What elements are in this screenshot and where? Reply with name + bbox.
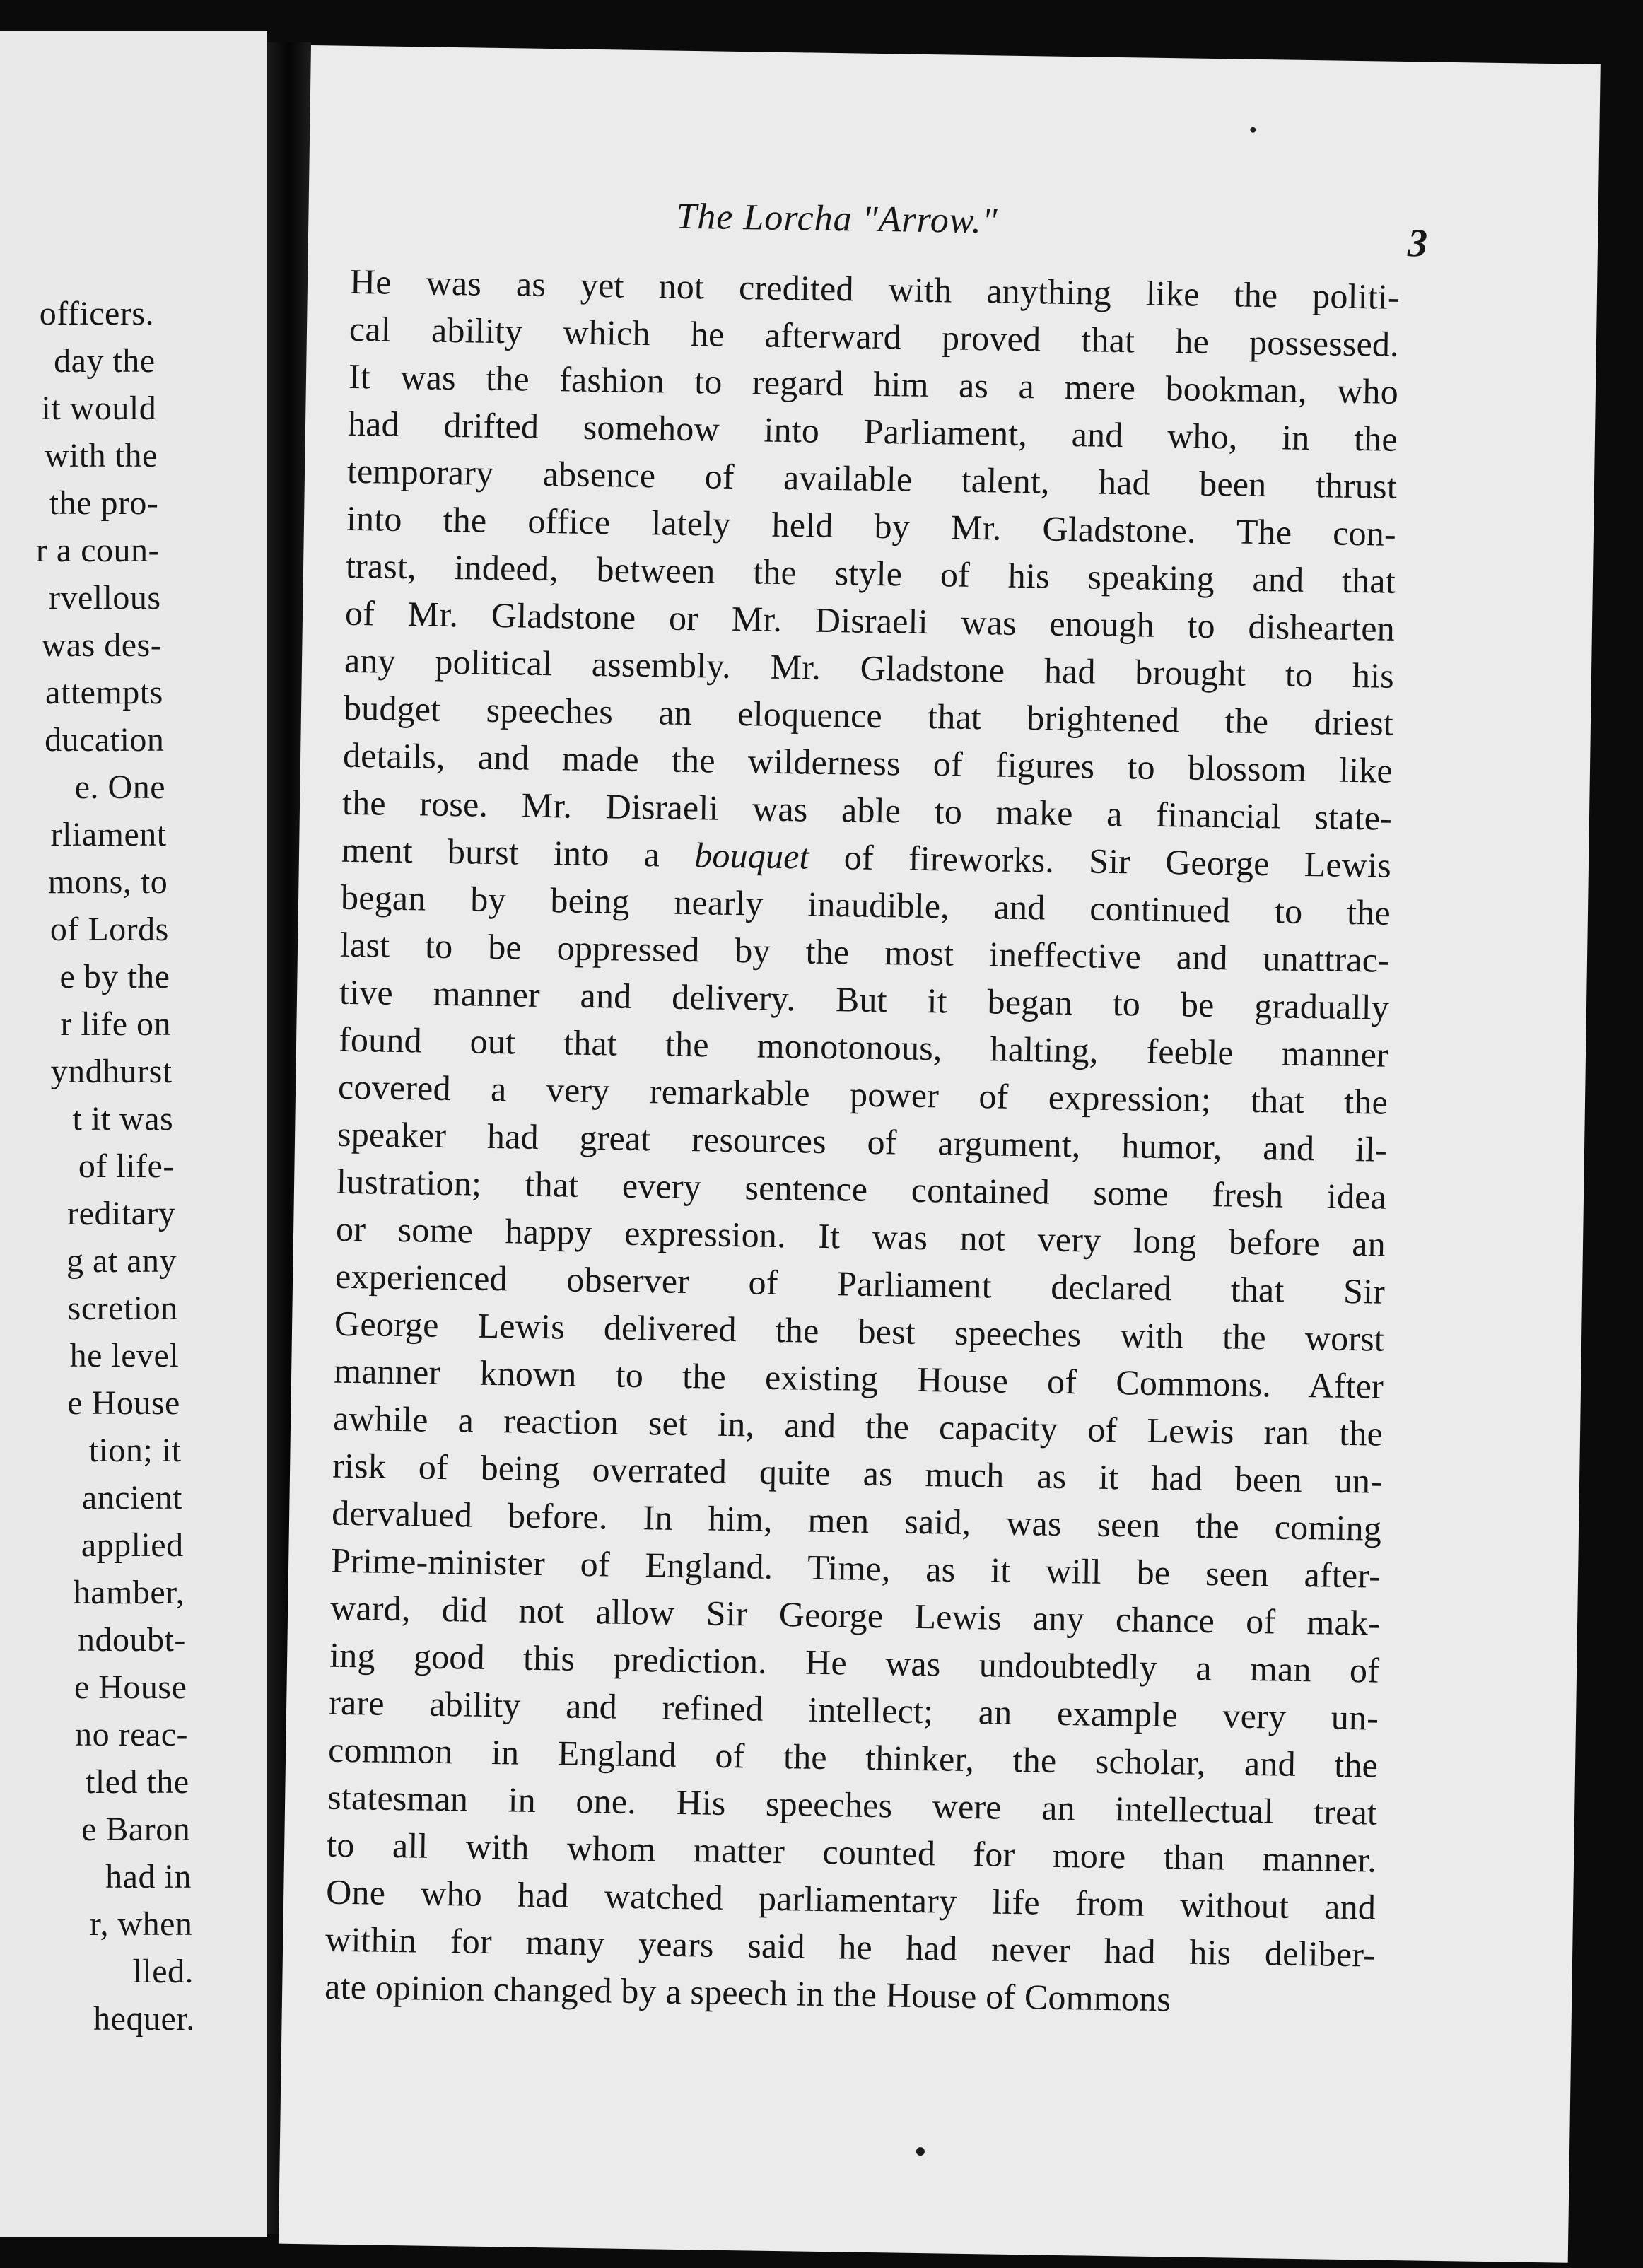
text-line: awhile a reaction set in, and the capacity of Lewis ran the <box>332 1398 1384 1454</box>
text-line: into the office lately held by Mr. Gladstone. The con- <box>346 498 1397 554</box>
left-page-line: rvellous <box>48 579 161 616</box>
left-page-line: ancient <box>81 1479 182 1516</box>
text-line: cal ability which he afterward proved that he possessed. <box>349 308 1400 364</box>
left-page-line: ducation <box>45 721 165 759</box>
left-page-line: e by the <box>59 958 170 995</box>
ink-speck <box>916 2147 925 2156</box>
left-page-line: hamber, <box>73 1574 185 1611</box>
text-line: manner known to the existing House of Commons. After <box>333 1350 1384 1406</box>
text-line: ment burst into a bouquet of fireworks. Sir George Lewis <box>341 829 1392 885</box>
text-line: He was as yet not credited with anything like the politi- <box>349 261 1401 317</box>
text-line: speaker had great resources of argument, humor, and il- <box>337 1113 1388 1169</box>
text-line: had drifted somehow into Parliament, and who, in the <box>347 403 1398 459</box>
text-line: dervalued before. In him, men said, was seen the coming <box>331 1492 1382 1548</box>
left-page <box>0 31 267 2237</box>
text-line: One who had watched parliamentary life from without and <box>325 1871 1376 1927</box>
text-line: within for many years said he had never had his deliber- <box>324 1919 1376 1975</box>
text-line: ing good this prediction. He was undoubtedly a man of <box>329 1635 1380 1690</box>
left-page-line: e Baron <box>81 1811 191 1848</box>
text-line: temporary absence of available talent, had been thrust <box>346 450 1398 506</box>
right-page <box>279 45 1601 2263</box>
text-line: details, and made the wilderness of figures to blossom like <box>342 735 1393 790</box>
text-line: or some happy expression. It was not very long before an <box>335 1208 1386 1264</box>
text-line: the rose. Mr. Disraeli was able to make a financial state- <box>341 782 1393 838</box>
page-number: 3 <box>1407 221 1428 266</box>
left-page-line: e. One <box>74 768 165 806</box>
left-page-line: it would <box>41 390 157 427</box>
left-page-line: t it was <box>72 1100 174 1138</box>
text-line: rare ability and refined intellect; an example very un- <box>328 1682 1379 1738</box>
ink-speck <box>1250 127 1256 133</box>
left-page-line: of life- <box>78 1147 175 1185</box>
italic-word: bouquet <box>694 835 810 877</box>
text-line: tive manner and delivery. But it began to be gradually <box>339 971 1390 1027</box>
text-line: lustration; that every sentence contained some fresh idea <box>336 1161 1387 1217</box>
text-line: It was the fashion to regard him as a mere bookman, who <box>348 356 1399 411</box>
left-page-line: yndhurst <box>50 1053 173 1090</box>
left-page-line: was des- <box>41 626 163 664</box>
left-page-line: e House <box>67 1384 180 1422</box>
left-page-line: he level <box>69 1337 180 1374</box>
left-page-line: lled. <box>132 1953 194 1990</box>
left-page-line: ndoubt- <box>77 1621 186 1659</box>
left-page-line: reditary <box>67 1195 176 1232</box>
text-line: found out that the monotonous, halting, feeble manner <box>338 1019 1389 1075</box>
left-page-line: of Lords <box>49 911 169 948</box>
left-page-line: mons, to <box>47 863 168 901</box>
body-text <box>324 258 1401 2026</box>
left-page-line: scretion <box>67 1290 178 1327</box>
text-line: ate opinion changed by a speech in the House of Commons <box>324 1966 1171 2019</box>
text-line: experienced observer of Parliament declared that Sir <box>334 1256 1386 1311</box>
text-line: covered a very remarkable power of expression; that the <box>337 1066 1388 1122</box>
left-page-line: tion; it <box>88 1432 182 1469</box>
text-line: risk of being overrated quite as much as it had been un- <box>332 1445 1383 1501</box>
left-page-line: hequer. <box>93 2000 195 2038</box>
text-line: of Mr. Gladstone or Mr. Disraeli was enough to dishearten <box>344 592 1396 648</box>
text-line: budget speeches an eloquence that brightened the driest <box>343 687 1394 743</box>
text-line: ward, did not allow Sir George Lewis any chance of mak- <box>329 1587 1381 1643</box>
text-line: to all with whom matter counted for more than manner. <box>326 1824 1377 1880</box>
left-page-line: tled the <box>85 1763 189 1801</box>
left-page-line: day the <box>54 342 156 380</box>
text-line: Prime-minister of England. Time, as it will be seen after- <box>330 1540 1381 1596</box>
text-line: George Lewis delivered the best speeches with the worst <box>334 1303 1385 1359</box>
text-line: trast, indeed, between the style of his speaking and that <box>345 545 1396 601</box>
left-page-line: had in <box>105 1858 192 1895</box>
text-line: last to be oppressed by the most ineffective and unattrac- <box>339 924 1391 980</box>
left-page-line: officers. <box>39 295 154 332</box>
left-page-line: e House <box>74 1668 187 1706</box>
text-line: statesman in one. His speeches were an intellectual treat <box>327 1777 1378 1832</box>
text-line: common in England of the thinker, the scholar, and the <box>327 1729 1379 1785</box>
left-page-line: the pro- <box>49 484 159 522</box>
text-line: any political assembly. Mr. Gladstone had brought to his <box>344 640 1395 696</box>
left-page-line: with the <box>44 437 158 474</box>
text-line: began by being nearly inaudible, and continued to the <box>340 877 1391 933</box>
left-page-line: applied <box>81 1526 184 1564</box>
left-page-line: attempts <box>45 674 163 711</box>
left-page-line: r life on <box>60 1005 171 1043</box>
left-page-line: rliament <box>50 816 167 853</box>
left-page-line: r, when <box>89 1905 193 1943</box>
running-head: The Lorcha "Arrow." <box>676 196 998 242</box>
left-page-line: g at any <box>66 1242 177 1280</box>
left-page-line: r a coun- <box>35 532 160 569</box>
left-page-line: no reac- <box>75 1716 188 1753</box>
